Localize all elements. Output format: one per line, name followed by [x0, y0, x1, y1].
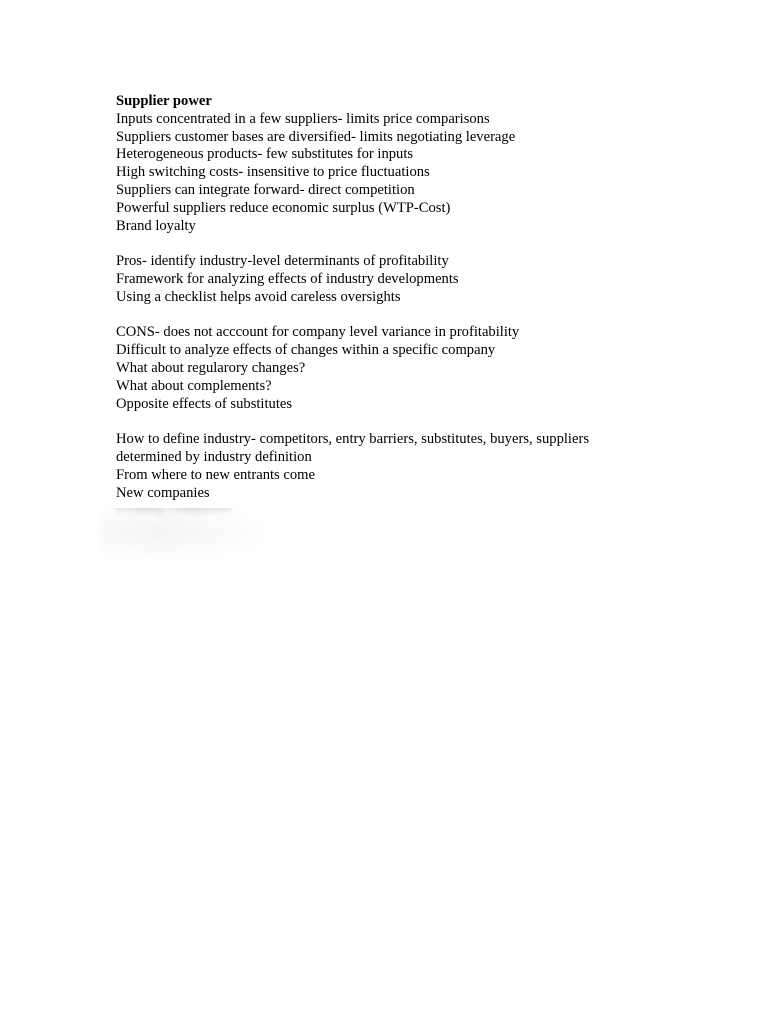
- text-line: Heterogeneous products- few substitutes for inputs: [116, 146, 414, 163]
- text-line: What about complements?: [116, 377, 272, 394]
- text-line: Brand loyalty: [116, 217, 196, 234]
- text-line: Suppliers can integrate forward- direct competition: [116, 181, 415, 198]
- text-line: New companies: [116, 484, 210, 501]
- text-line: From where to new entrants come: [116, 466, 315, 483]
- document-body: [116, 93, 716, 502]
- text-line: Powerful suppliers reduce economic surplus (WTP-Cost): [116, 199, 451, 216]
- paragraph-gap: [116, 413, 716, 431]
- text-line: High switching costs- insensitive to price fluctuations: [116, 164, 430, 181]
- paragraph-gap: [116, 235, 716, 253]
- paragraph-gap: [116, 307, 716, 325]
- text-line: Inputs concentrated in a few suppliers- limits price comparisons: [116, 110, 490, 127]
- blurred-preview-region: [98, 508, 273, 562]
- text-line: CONS- does not acccount for company level variance in profitability: [116, 324, 520, 341]
- text-line: How to define industry- competitors, entry barriers, substitutes, buyers, suppliers: [116, 431, 589, 448]
- section-heading: Supplier power: [116, 93, 212, 109]
- text-line: Opposite effects of substitutes: [116, 395, 293, 412]
- text-line: Framework for analyzing effects of industry developments: [116, 270, 459, 287]
- blur-overlay: [98, 508, 273, 562]
- text-line: What about regularory changes?: [116, 359, 306, 376]
- text-line: Suppliers customer bases are diversified- limits negotiating leverage: [116, 128, 516, 145]
- text-line: Difficult to analyze effects of changes within a specific company: [116, 342, 496, 359]
- text-line: Using a checklist helps avoid careless oversights: [116, 288, 401, 305]
- text-line: Pros- identify industry-level determinants of profitability: [116, 253, 449, 270]
- text-line: determined by industry definition: [116, 448, 312, 465]
